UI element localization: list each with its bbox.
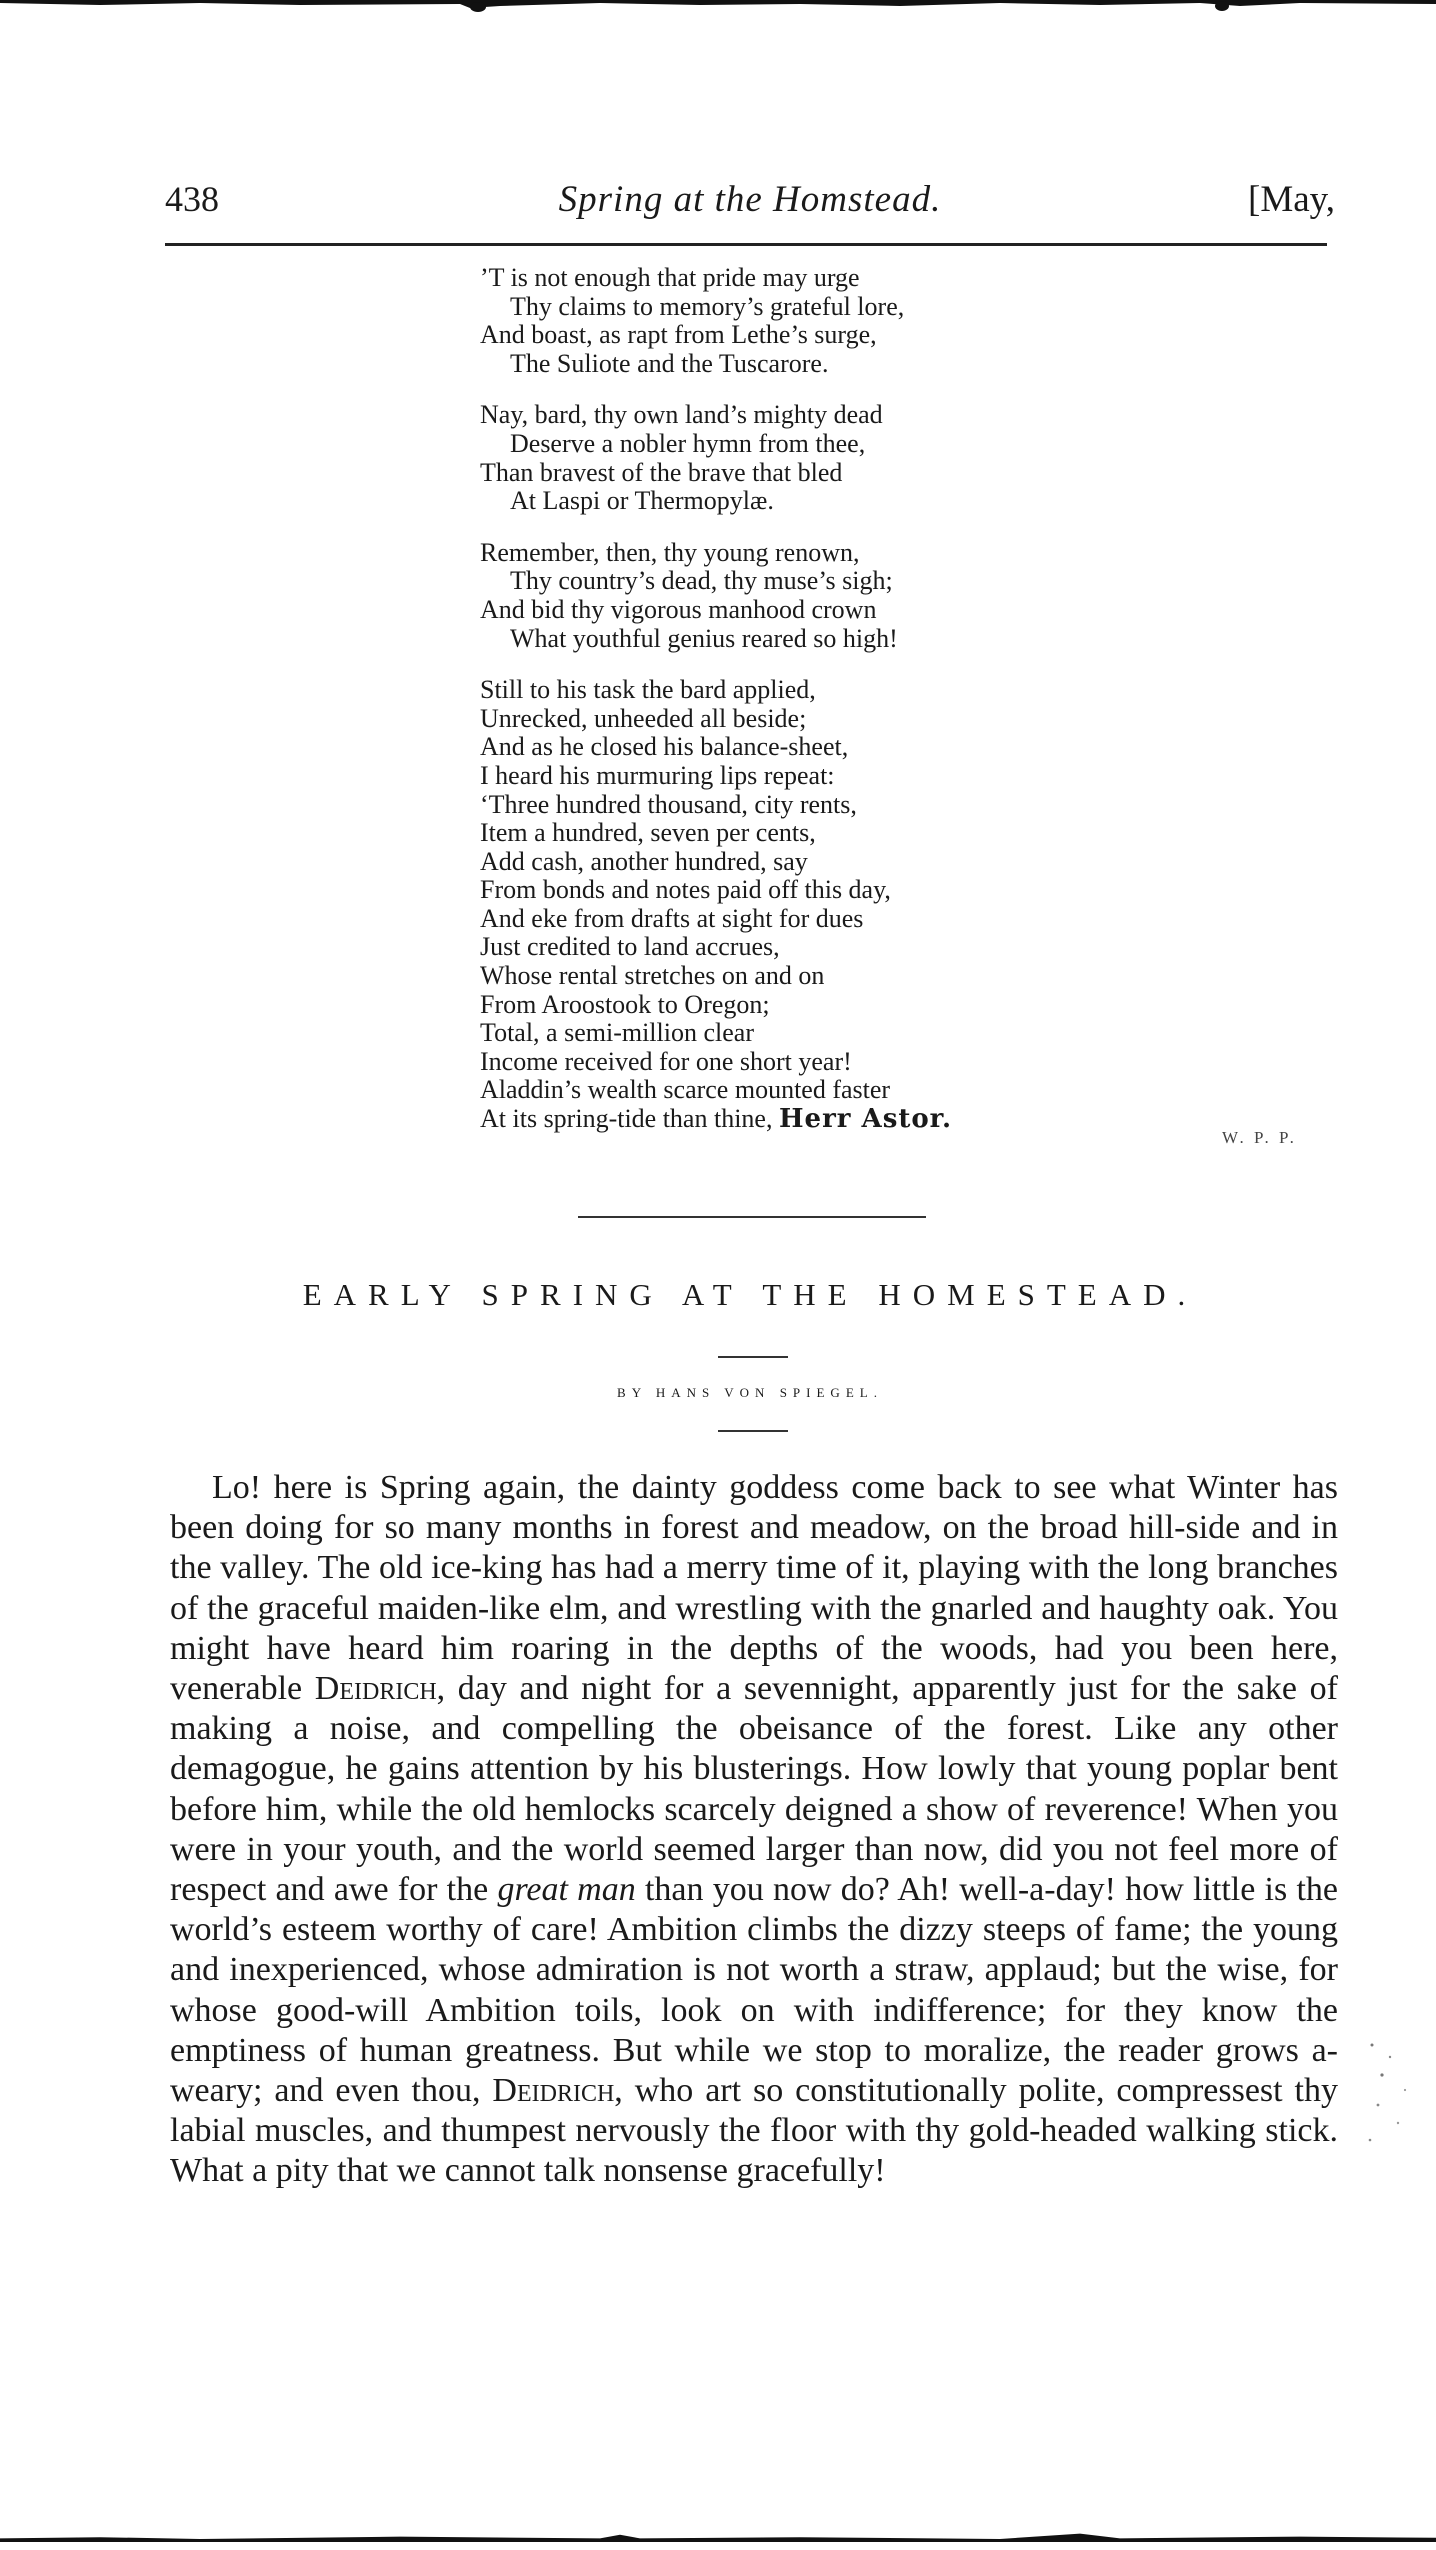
page-number: 438 — [165, 179, 219, 219]
poem-line: I heard his murmuring lips repeat: — [480, 760, 835, 790]
poem-line: From bonds and notes paid off this day, — [480, 875, 891, 905]
title-rule — [718, 1356, 788, 1358]
poem-line: The Suliote and the Tuscarore. — [510, 348, 829, 378]
poem-line: At Laspi or Thermopylæ. — [510, 486, 774, 516]
poem-stanza — [480, 676, 1180, 1105]
italic-phrase: great man — [497, 1871, 636, 1909]
poem-last-line-name: Herr Astor. — [778, 1104, 953, 1135]
poem-line: Unrecked, unheeded all beside; — [480, 703, 807, 733]
article-paragraph — [170, 1468, 1338, 2192]
poem-line: Whose rental stretches on and on — [480, 961, 825, 991]
poem-line: Remember, then, thy young renown, — [480, 537, 860, 567]
scan-edge-top — [0, 0, 1436, 12]
poem-line: What youthful genius reared so high! — [510, 623, 898, 653]
header-rule — [165, 243, 1327, 246]
running-header — [165, 178, 1335, 228]
addressee-name: Deidrich — [492, 2072, 615, 2110]
paragraph-text: Lo! here is Spring again, the dainty goddess come back to see what Winter has been doing for so many months in forest and meadow, on the broad hill-side and in the valley. The old ice-king has had a merry time of it, playing with the long branches of the graceful maiden-like elm, and wrestling with the gnarled and haughty oak. You might have heard him roaring in the depths of the woods, had you been here, venerable — [170, 1469, 1338, 1708]
poem-line: Just credited to land accrues, — [480, 932, 780, 962]
poem-line: Add cash, another hundred, say — [480, 846, 808, 876]
paragraph-text: , day and night for a sevennight, apparently just for the sake of making a noise, and compelling the obeisance of the forest. Like any other demagogue, he gains attention by his blusterings. How lowly that young poplar bent before him, while the old hemlocks scarcely deigned a show of reverence! When you were in your youth, and the world seemed larger than now, did you not feel more of respect and awe for the — [170, 1670, 1338, 1909]
poem-line: Item a hundred, seven per cents, — [480, 818, 816, 848]
paragraph-text: , who art so constitutionally polite, compressest thy labial muscles, and thumpest nervously the floor with thy gold-headed walking stick. What a pity that we cannot talk nonsense gracefully! — [170, 2072, 1338, 2190]
poem-line: And eke from drafts at sight for dues — [480, 903, 864, 933]
poem-line: Deserve a nobler hymn from thee, — [510, 428, 866, 458]
running-month: [May, — [1248, 179, 1335, 220]
poem-line: And as he closed his balance-sheet, — [480, 732, 849, 762]
poem-stanza — [480, 401, 1180, 515]
poem-line: And boast, as rapt from Lethe’s surge, — [480, 320, 877, 350]
scan-edge-bottom — [0, 2530, 1436, 2542]
poem-stanza — [480, 539, 1180, 653]
poem-line: Nay, bard, thy own land’s mighty dead — [480, 400, 883, 430]
poem-line: Thy country’s dead, thy muse’s sigh; — [510, 566, 893, 596]
poem-stanza — [480, 264, 1180, 378]
poem-last-line-text: At its spring-tide than thine, — [480, 1104, 779, 1134]
poem-line: Than bravest of the brave that bled — [480, 457, 843, 487]
article-body — [170, 1468, 1338, 2192]
paragraph-text: than you now do? Ah! well-a-day! how little is the world’s esteem worthy of care! Ambition climbs the dizzy steeps of fame; the young and inexperienced, whose admiration is not worth a straw, applaud; but the wise, for whose good-will Ambition toils, look on with indifference; for they know the emptiness of human greatness. But while we stop to moralize, the reader grows a-weary; and even thou, — [170, 1871, 1338, 2110]
margin-specks — [1360, 2035, 1430, 2155]
poem-line: ‘Three hundred thousand, city rents, — [480, 789, 857, 819]
section-divider — [578, 1216, 926, 1218]
addressee-name: Deidrich — [314, 1670, 437, 1708]
poem-line: Still to his task the bard applied, — [480, 675, 816, 705]
article-byline: BY HANS VON SPIEGEL. — [617, 1385, 883, 1400]
byline-rule — [718, 1430, 788, 1432]
poem-line: Total, a semi-million clear — [480, 1018, 754, 1048]
poem — [480, 264, 1180, 1134]
poem-line: And bid thy vigorous manhood crown — [480, 594, 877, 624]
running-title: Spring at the Homstead. — [558, 179, 942, 220]
poem-last-line — [480, 1105, 1180, 1134]
poem-line: ’T is not enough that pride may urge — [480, 263, 860, 292]
poem-line: From Aroostook to Oregon; — [480, 989, 770, 1019]
poem-line: Income received for one short year! — [480, 1046, 852, 1076]
poem-stanzas — [480, 264, 1180, 1105]
poem-line: Aladdin’s wealth scarce mounted faster — [480, 1075, 891, 1105]
poem-signature: W. P. P. — [1222, 1128, 1297, 1147]
poem-line: Thy claims to memory’s grateful lore, — [510, 291, 905, 321]
article-title: EARLY SPRING AT THE HOMESTEAD. — [302, 1277, 1198, 1312]
